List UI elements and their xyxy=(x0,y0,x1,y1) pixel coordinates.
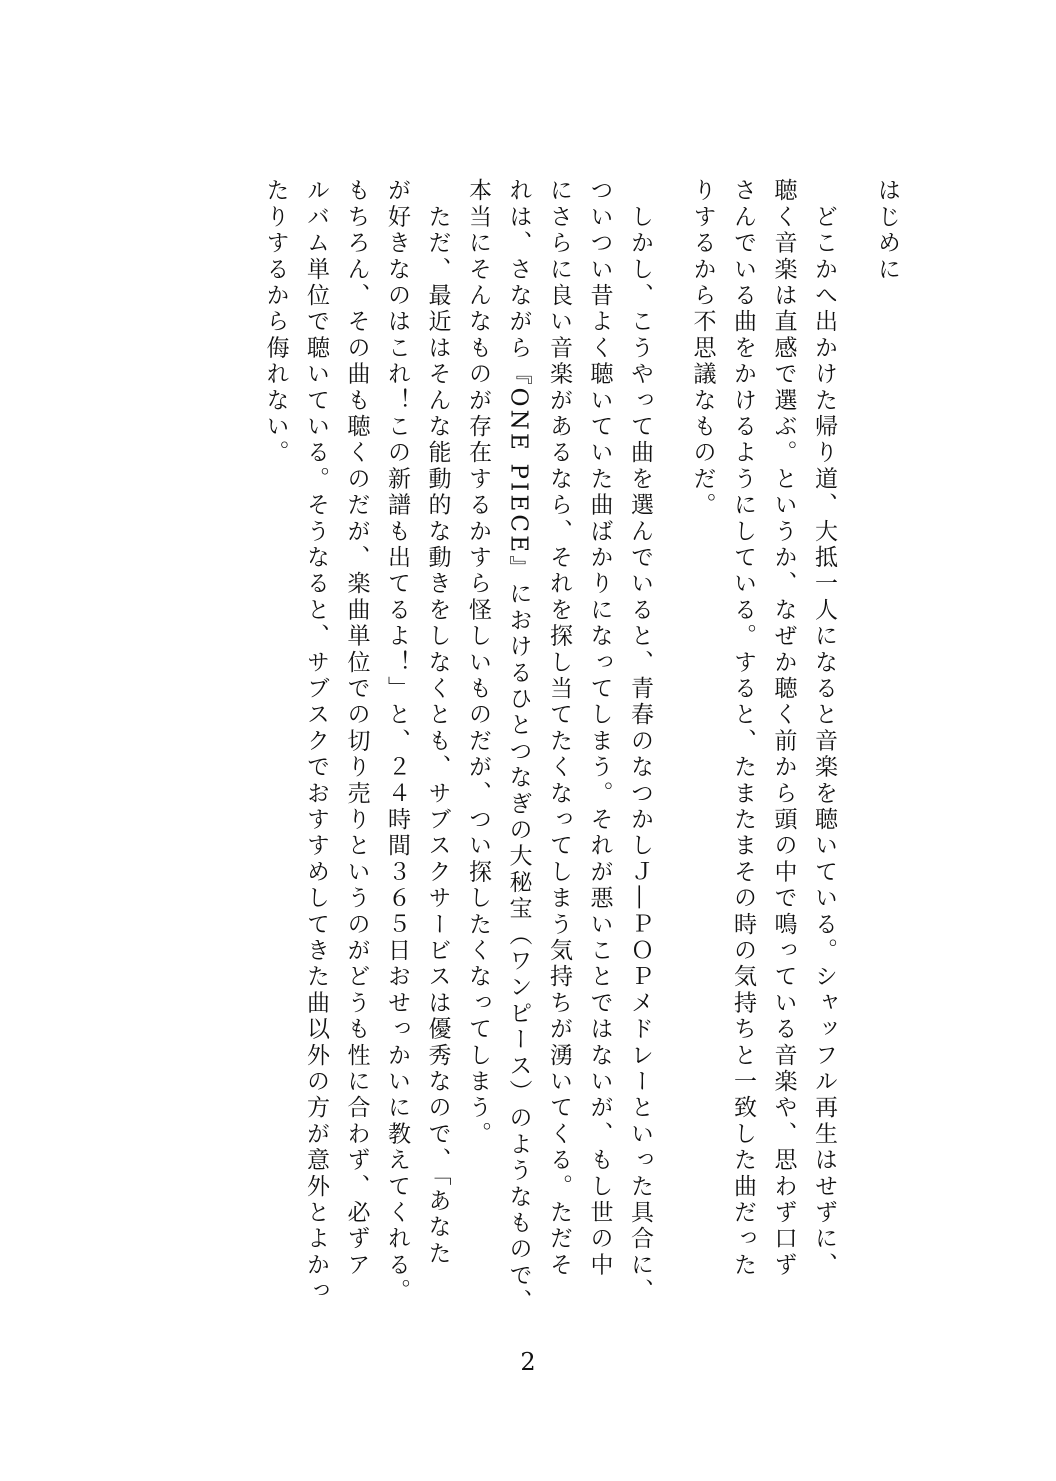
text-line: ルバム単位で聴いている。そうなると、サブスクでおすすめしてきた曲以外の方が意外とよかっ xyxy=(303,178,329,1305)
text-line: ついつい昔よく聴いていた曲ばかりになってしまう。それが悪いことではないが、もし世の中 xyxy=(586,178,613,1279)
text-line: りするから不思議なものだ。 xyxy=(689,178,716,519)
page-number: 2 xyxy=(520,1348,536,1376)
text-line: ただ、最近はそんな能動的な動きをしなくとも、サブスクサービスは優秀なので、「あなた xyxy=(424,178,451,1267)
text-line: 本当にそんなものが存在するかすら怪しいものだが、つい探したくなってしまう。 xyxy=(465,178,491,1148)
vertical-text-body xyxy=(246,178,900,1316)
text-line: 聴く音楽は直感で選ぶ。というか、なぜか聴く前から頭の中で鳴っている音楽や、思わず口ず xyxy=(770,178,797,1279)
text-line: さんでいる曲をかけるようにしている。すると、たまたまその時の気持ちと一致した曲だった xyxy=(730,178,756,1279)
text-line: たりするから侮れない。 xyxy=(262,178,289,467)
text-line: どこかへ出かけた帰り道、大抵一人になると音楽を聴いている。シャッフル再生はせずに、 xyxy=(811,178,837,1279)
text-line: しかし、こうやって曲を選んでいると、青春のなつかしＪ―ＰＯＰメドレーといった具合に、 xyxy=(627,178,653,1305)
text-line: れは、さながら『ONE PIECE』におけるひとつなぎの大秘宝（ワンピース）のようなもので、 xyxy=(505,178,532,1316)
text-line: もちろん、その曲も聴くのだが、楽曲単位での切り売りというのがどうも性に合わず、必ずア xyxy=(343,178,370,1279)
text-line: にさらに良い音楽があるなら、それを探し当てたくなってしまう気持ちが湧いてくる。ただそ xyxy=(546,178,572,1279)
paragraph-gap xyxy=(651,178,673,1288)
chapter-title: はじめに xyxy=(874,178,900,283)
text-line: が好きなのはこれ！この新譜も出てるよ！」と、２４時間３６５日おせっかいに教えてくれる。 xyxy=(384,178,410,1305)
